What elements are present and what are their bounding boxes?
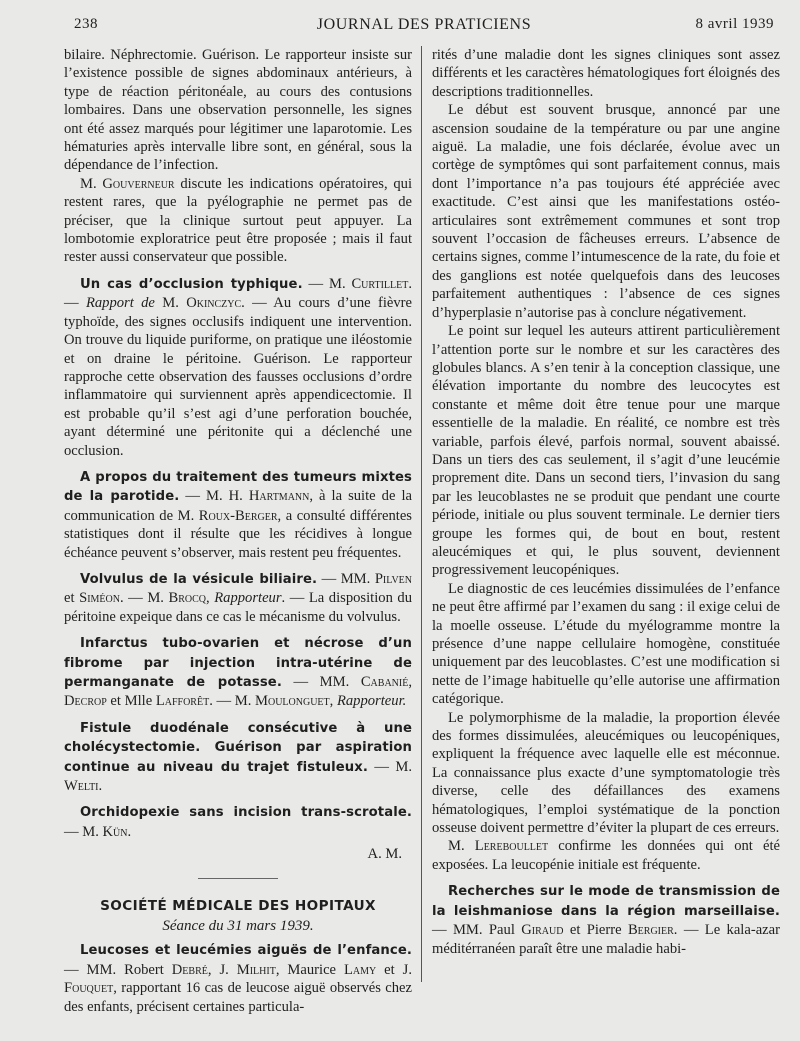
section-fistule: Fistule duodénale consécutive à une cholécystectomie. Guérison par aspiration continue au niveau du trajet fistuleux. — M. Welti. (64, 720, 413, 795)
right-column (432, 46, 780, 958)
section-title: Recherches sur le mode de transmission de la leishmaniose dans la région marseillaise. (432, 884, 780, 919)
paragraph: rités d’une maladie dont les signes cliniques sont assez différents et les caractères hématologiques fort éloignés des descriptions traditionnelles. (432, 47, 780, 100)
author-name: Gouverneur (102, 175, 175, 192)
page-number: 238 (74, 16, 98, 32)
section-orchidopexie: Orchidopexie sans incision trans-scrotale. — M. Kün. (64, 805, 412, 840)
author-name: Lereboullet (474, 838, 549, 855)
issue-date: 8 avril 1939 (695, 16, 774, 32)
section-title: Fistule duodénale consécutive à une cholécystectomie. Guérison par aspiration continue au niveau du trajet fistuleux. (64, 720, 412, 775)
section-title: Orchidopexie sans incision trans-scrotale. (80, 805, 412, 821)
paragraph: bilaire. Néphrectomie. Guérison. Le rapporteur insiste sur l’existence possible de signes abdominaux antérieurs, à type de réaction péritonéale, au cours des contusions lombaires. Dans une observation personnelle, les signes ont été assez marqués pour légitimer une laparotomie. Les hématuries après intervalle libre sont, en général, sous la dépendance de l’infection. (64, 47, 412, 174)
section-title: Infarctus tubo-ovarien et nécrose d’un fibrome par injection intra-utérine de permanganate de potasse. (64, 636, 412, 690)
section-title: Un cas d’occlusion typhique. (80, 276, 303, 292)
journal-title: JOURNAL DES PRATICIENS (316, 16, 532, 33)
left-column (64, 46, 412, 1016)
signature: A. M. (367, 846, 402, 863)
column-divider (421, 46, 422, 982)
section-title: Leucoses et leucémies aiguës de l’enfance. (80, 943, 412, 959)
section-title: Volvulus de la vésicule biliaire. (80, 571, 318, 587)
paragraph: M. Lereboullet confirme les données qui ont été exposées. La leucopénie initiale est fréquente. (432, 838, 781, 873)
section-occlusion-typhique: Un cas d’occlusion typhique. — M. Curtillet. — Rapport de M. Okinczyc. — Au cours d’une fièvre typhoïde, des signes occlusifs indiquent une intervention. On trouve du liquide puriforme, on pratique une iléostomie et on draine le péritoine. Guérison. Le rapporteur rapproche cette observation des fausses occlusions d’ordre inflammatoire qui surviennent après appendicectomie. Il est probable qu’il s’est agi d’une perforation bouchée, ayant déterminé une péritonite qui a déclenché une occlusion. (64, 275, 412, 459)
paragraph: Le point sur lequel les auteurs attirent particulièrement l’attention porte sur le nombre et sur les caractères des globules blancs. A s’en tenir à la conception classique, une élévation importante du nombre des leucocytes est constante et même doit être tenue pour une marque essentielle de la maladie. En réalité, ce nombre est très variable, parfois élevé, parfois normal, souvent abaissé. Dans un tiers des cas seulement, il s’agit d’une leucémie proprement dite. Dans un second tiers, l’invasion du sang par les leucoblastes ne se produit que pendant une courte période, initiale ou plus souvent terminale. Le dernier tiers groupe les formes qui, de bout en bout, restent aleucémiques et qui, le plus souvent, deviennent progressivement leucopéniques. (432, 323, 780, 579)
section-title: A propos du traitement des tumeurs mixtes de la parotide. (64, 469, 412, 505)
page-header (74, 16, 774, 38)
paragraph: Le diagnostic de ces leucémies dissimulées de l’enfance ne peut être affirmé par l’examen du sang : il exige celui de la moelle osseuse. L’étude du myélogramme montre la présence d’une nappe cellulaire homogène, constituée uniquement par des leucoblastes. C’est une modification si nette de l’image habituelle qu’elle autorise une affirmation catégorique. (432, 580, 780, 708)
section-rule (198, 878, 278, 879)
society-title: SOCIÉTÉ MÉDICALE DES HOPITAUX (100, 897, 376, 914)
paragraph: M. Gouverneur discute les indications opératoires, qui restent rares, que la pyélographie ne permet pas de préciser, que la clinique surtout peut appuyer. La lombotomie exploratrice peut être proposée ; mais il faut rester aussi conservateur que possible. (64, 175, 412, 266)
section-tumeurs-parotide: A propos du traitement des tumeurs mixtes de la parotide. — M. H. Hartmann, à la suite de la communication de M. Roux-Berger, a consulté différentes statistiques dont il résulte que les récidives à longue échéance peuvent s’observer, mais restent peu fréquentes. (64, 469, 412, 561)
section-leishmaniose: Recherches sur le mode de transmission de la leishmaniose dans la région marseillaise. — MM. Paul Giraud et Pierre Bergier. — Le kala-azar méditérranéen paraît être une maladie habi- (432, 884, 780, 957)
seance-date: Séance du 31 mars 1939. (162, 918, 314, 935)
section-volvulus: Volvulus de la vésicule biliaire. — MM. Pilven et Siméon. — M. Brocq, Rapporteur. — La disposition du péritoine expeique dans ce cas le mécanisme du volvulus. (64, 570, 413, 625)
paragraph: Le début est souvent brusque, annoncé par une ascension soudaine de la température ou par une angine aiguë. La maladie, une fois déclarée, évolue avec un cortège de symptômes qui sont parfaitement connus, mais dont l’importance n’a pas toujours été appréciée avec exactitude. C’est ainsi que les manifestations ostéo-articulaires sont extrêmement communes et sont trop souvent l’occasion de fâcheuses erreurs. L’absence de certains signes, comme l’intumescence de la rate, du foie et des ganglions est notée quelquefois dans des leucoses parfaitement authentiques : l’absence de ces signes d’hyperplasie n’autorise pas à conclure négativement. (432, 102, 780, 321)
section-leucoses: Leucoses et leucémies aiguës de l’enfance. — MM. Robert Debré, J. Milhit, Maurice Lamy et J. Fouquet, rapportant 16 cas de leucose aiguë observés chez des enfants, précisent certaines particula- (64, 943, 412, 1015)
section-infarctus: Infarctus tubo-ovarien et nécrose d’un fibrome par injection intra-utérine de permanganate de potasse. — MM. Cabanié, Decrop et Mlle Lafforêt. — M. Moulonguet, Rapporteur. (64, 636, 412, 710)
paragraph: Le polymorphisme de la maladie, la proportion élevée des formes dissimulées, aleucémiques ou leucopéniques, expliquent la fréquence avec laquelle elle est méconnue. La connaissance plus exacte d’une symptomatologie très diverse, celle des défaillances des examens hématologiques, l’emploi systématique de la ponction osseuse doivent permettre d’éviter la plupart de ces erreurs. (432, 709, 780, 837)
